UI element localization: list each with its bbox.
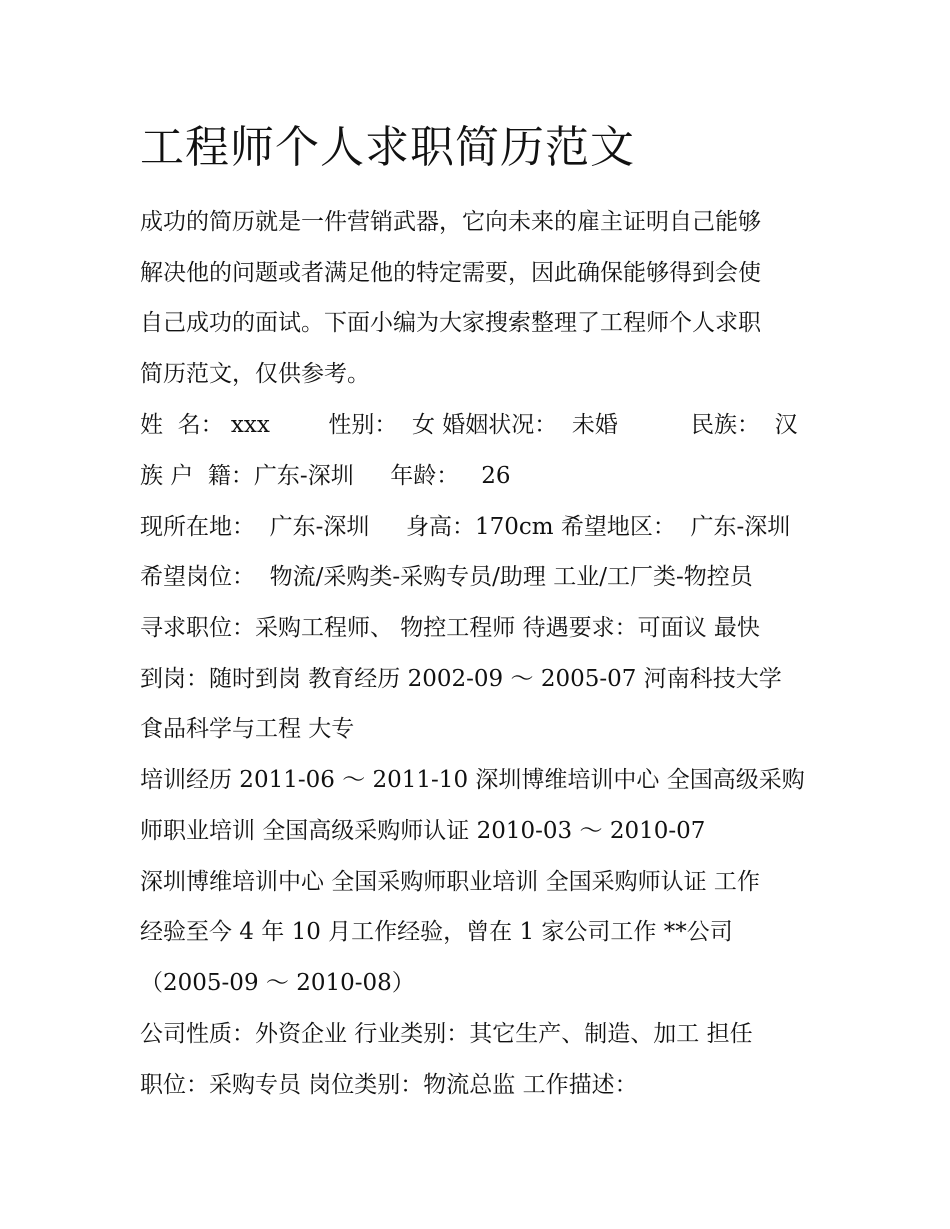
- body-line: 姓 名： xxx 性别： 女 婚姻状况： 未婚 民族： 汉: [140, 412, 798, 438]
- body-line: 经验至今 4 年 10 月工作经验，曾在 1 家公司工作 **公司: [140, 919, 733, 945]
- body-line: 成功的简历就是一件营销武器，它向未来的雇主证明自己能够: [140, 209, 761, 235]
- body-line: 自己成功的面试。下面小编为大家搜索整理了工程师个人求职: [140, 310, 761, 336]
- body-line: 师职业培训 全国高级采购师认证 2010-03 ～ 2010-07: [140, 818, 706, 844]
- body-line: 寻求职位：采购工程师、 物控工程师 待遇要求：可面议 最快: [140, 615, 760, 641]
- body-line: 希望岗位： 物流/采购类-采购专员/助理 工业/工厂类-物控员: [140, 564, 753, 590]
- body-line: （2005-09 ～ 2010-08）: [140, 970, 415, 996]
- body-line: 培训经历 2011-06 ～ 2011-10 深圳博维培训中心 全国高级采购: [140, 767, 805, 793]
- body-line: 现所在地： 广东-深圳 身高：170cm 希望地区： 广东-深圳: [140, 514, 791, 540]
- body-line: 解决他的问题或者满足他的特定需要，因此确保能够得到会使: [140, 260, 761, 286]
- body-line: 深圳博维培训中心 全国采购师职业培训 全国采购师认证 工作: [140, 869, 760, 895]
- body-line: 到岗：随时到岗 教育经历 2002-09 ～ 2005-07 河南科技大学: [140, 666, 782, 692]
- document-title: 工程师个人求职简历范文: [140, 122, 635, 173]
- body-line: 食品科学与工程 大专: [140, 716, 355, 742]
- body-line: 公司性质：外资企业 行业类别：其它生产、制造、加工 担任: [140, 1021, 753, 1047]
- body-line: 职位：采购专员 岗位类别：物流总监 工作描述：: [140, 1072, 638, 1098]
- body-line: 族 户 籍：广东-深圳 年龄： 26: [140, 463, 511, 489]
- body-line: 简历范文，仅供参考。: [140, 361, 370, 387]
